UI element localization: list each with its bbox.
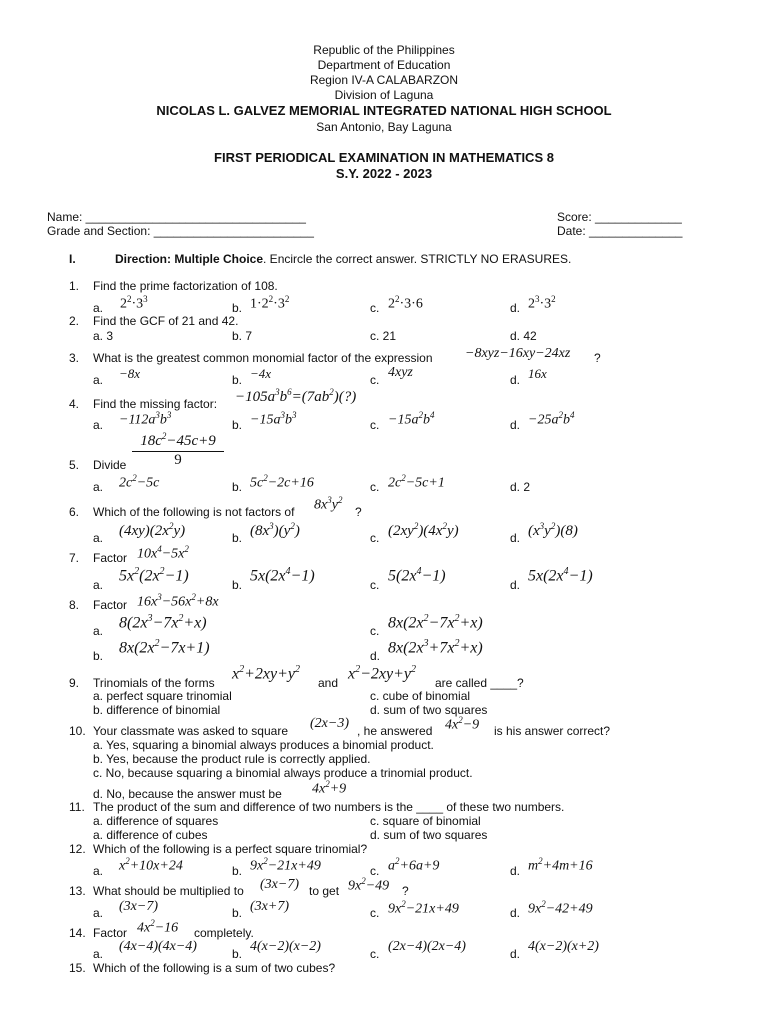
q11-a: a. difference of squares xyxy=(93,814,219,828)
q14-number: 14. xyxy=(69,926,86,940)
header-division: Division of Laguna xyxy=(334,88,434,102)
q14-b-expr: 4(x−2)(x−2) xyxy=(250,939,321,954)
q9-d: d. sum of two squares xyxy=(370,703,488,717)
q3-d-expr: 16x xyxy=(528,366,547,381)
q4-text: Find the missing factor: xyxy=(93,397,218,411)
q5-c-label: c. xyxy=(370,480,380,494)
q8-text: Factor xyxy=(93,598,128,612)
header-republic: Republic of the Philippines xyxy=(313,43,455,57)
q12-b-expr: $9x^2-21x+49$ xyxy=(250,856,321,874)
q14-d-expr: 4(x−2)(x+2) xyxy=(528,939,599,954)
q9-number: 9. xyxy=(69,676,80,690)
q2-number: 2. xyxy=(69,314,80,328)
q13-expr2: $9x^2-49$ xyxy=(348,876,390,894)
q11-c: c. square of binomial xyxy=(370,814,481,828)
q3-a-expr: −8x xyxy=(119,366,141,381)
q11-d: d. sum of two squares xyxy=(370,828,488,842)
q7-expr: $10x^4-5x^2$ xyxy=(137,544,189,562)
q7-a-expr: $5x^2(2x^2-1)$ xyxy=(119,566,189,585)
q8-c-label: c. xyxy=(370,624,380,638)
q5-d: d. 2 xyxy=(510,480,531,494)
q7-c-expr: $5(2x^4-1)$ xyxy=(388,566,446,585)
name-field: Name: _________________________________ xyxy=(47,210,306,224)
q13-text: What should be multiplied to xyxy=(93,884,244,898)
q12-d-expr: $m^2+4m+16$ xyxy=(528,856,593,874)
q4-c-expr: $-15a^2b^4$ xyxy=(388,410,435,428)
q6-b-label: b. xyxy=(232,531,243,545)
q2-d: d. 42 xyxy=(510,329,537,343)
q6-d-expr: $(x^3y^2)(8)$ xyxy=(528,521,578,539)
q13-b-expr: (3x+7) xyxy=(250,899,289,914)
q6-text: Which of the following is not factors of xyxy=(93,505,295,519)
q13-number: 13. xyxy=(69,884,86,898)
header-region: Region IV-A CALABARZON xyxy=(309,73,459,87)
q5-fraction xyxy=(132,431,224,469)
q12-c-expr: $a^2+6a+9$ xyxy=(388,856,440,874)
q3-text: What is the greatest common monomial factor of the expression xyxy=(93,351,433,365)
q7-d-expr: $5x(2x^4-1)$ xyxy=(528,566,593,585)
q6-number: 6. xyxy=(69,505,80,519)
direction xyxy=(115,252,571,266)
q13-b-label: b. xyxy=(232,906,243,920)
direction-text: . Encircle the correct answer. STRICTLY NO ERASURES. xyxy=(263,252,572,266)
q12-number: 12. xyxy=(69,842,86,856)
q14-a-label: a. xyxy=(93,947,104,961)
q13-c-expr: $9x^2-21x+49$ xyxy=(388,899,459,917)
q12-c-label: c. xyxy=(370,864,380,878)
q1-c-expr: $2^2\cdot 3\cdot 6$ xyxy=(388,294,423,312)
q4-number: 4. xyxy=(69,397,80,411)
q14-expr: $4x^2-16$ xyxy=(137,918,179,936)
q12-text: Which of the following is a perfect square trinomial? xyxy=(93,842,368,856)
q10-mid: , he answered xyxy=(357,724,433,738)
header-department: Department of Education xyxy=(317,58,451,72)
q11-text: The product of the sum and difference of two numbers is the ____ of these two numbers. xyxy=(93,800,565,814)
q7-b-expr: $5x(2x^4-1)$ xyxy=(250,566,315,585)
q7-c-label: c. xyxy=(370,578,380,592)
q10-text: Your classmate was asked to square xyxy=(93,724,288,738)
q8-c-expr: $8x(2x^2-7x^2+x)$ xyxy=(388,613,483,632)
q6-expr: $8x^3y^2$ xyxy=(314,495,343,513)
grade-section-field: Grade and Section: ________________________ xyxy=(47,224,314,238)
q4-d-label: d. xyxy=(510,418,521,432)
q1-a-label: a. xyxy=(93,301,104,315)
q13-a-expr: (3x−7) xyxy=(119,899,158,914)
q11-number: 11. xyxy=(69,800,85,814)
q13-expr1: (3x−7) xyxy=(260,877,299,892)
q15-number: 15. xyxy=(69,961,86,975)
q8-number: 8. xyxy=(69,598,80,612)
q13-a-label: a. xyxy=(93,906,104,920)
q1-b-expr: $1\cdot 2^2\cdot 3^2$ xyxy=(250,294,290,312)
date-field: Date: ______________ xyxy=(557,224,683,238)
exam-title: FIRST PERIODICAL EXAMINATION IN MATHEMATICS 8 xyxy=(214,150,554,165)
header-school: NICOLAS L. GALVEZ MEMORIAL INTEGRATED NATIONAL HIGH SCHOOL xyxy=(156,103,612,118)
q12-d-label: d. xyxy=(510,864,521,878)
q1-a-expr: $2^2\cdot 3^3$ xyxy=(120,294,148,312)
q10-end: is his answer correct? xyxy=(494,724,611,738)
q10-a: a. Yes, squaring a binomial always produces a binomial product. xyxy=(93,738,434,752)
direction-label: Direction: Multiple Choice xyxy=(115,252,264,266)
q8-d-label: d. xyxy=(370,649,381,663)
q3-expr: −8xyz−16xy−24xz xyxy=(465,346,571,361)
q8-expr: $16x^3-56x^2+8x$ xyxy=(137,592,219,610)
q7-b-label: b. xyxy=(232,578,243,592)
q3-b-label: b. xyxy=(232,373,243,387)
q15-text: Which of the following is a sum of two cubes? xyxy=(93,961,336,975)
q5-text: Divide xyxy=(93,458,127,472)
q9-end: are called ____? xyxy=(435,676,524,690)
q6-c-expr: $(2xy^2)(4x^2y)$ xyxy=(388,521,459,539)
q2-text: Find the GCF of 21 and 42. xyxy=(93,314,239,328)
q1-b-label: b. xyxy=(232,301,243,315)
q6-a-label: a. xyxy=(93,531,104,545)
q8-b-expr: $8x(2x^2-7x+1)$ xyxy=(119,638,210,657)
q4-a-expr: $-112a^3b^3$ xyxy=(119,410,172,428)
q5-b-label: b. xyxy=(232,480,243,494)
q9-text: Trinomials of the forms xyxy=(93,676,215,690)
q7-number: 7. xyxy=(69,551,80,565)
q5-b-expr: $5c^2-2c+16$ xyxy=(250,473,314,491)
q3-number: 3. xyxy=(69,351,80,365)
q5-denominator: 9 xyxy=(174,452,182,468)
q6-b-expr: $(8x^3)(y^2)$ xyxy=(250,521,300,539)
q12-b-label: b. xyxy=(232,864,243,878)
q6-end: ? xyxy=(355,505,362,519)
q5-number: 5. xyxy=(69,458,80,472)
q14-c-label: c. xyxy=(370,947,380,961)
q10-c: c. No, because squaring a binomial always produce a trinomial product. xyxy=(93,766,473,780)
q1-c-label: c. xyxy=(370,301,380,315)
q3-d-label: d. xyxy=(510,373,521,387)
q12-a-expr: $x^2+10x+24$ xyxy=(119,856,183,874)
q2-c: c. 21 xyxy=(370,329,397,343)
q1-number: 1. xyxy=(69,279,80,293)
q9-expr1: $x^2+2xy+y^2$ xyxy=(232,664,301,683)
q3-b-expr: −4x xyxy=(250,366,272,381)
q7-text: Factor xyxy=(93,551,128,565)
q9-a: a. perfect square trinomial xyxy=(93,689,232,703)
school-year: S.Y. 2022 - 2023 xyxy=(335,166,433,181)
q10-expr2: $4x^2-9$ xyxy=(445,715,480,733)
q4-c-label: c. xyxy=(370,418,380,432)
q13-d-expr: $9x^2-42+49$ xyxy=(528,899,593,917)
header-address: San Antonio, Bay Laguna xyxy=(316,120,452,134)
q10-b: b. Yes, because the product rule is correctly applied. xyxy=(93,752,371,766)
q4-b-label: b. xyxy=(232,418,243,432)
q4-d-expr: $-25a^2b^4$ xyxy=(528,410,575,428)
q14-b-label: b. xyxy=(232,947,243,961)
q3-c-expr: 4xyz xyxy=(388,365,413,380)
q5-a-label: a. xyxy=(93,480,104,494)
q10-number: 10. xyxy=(69,724,86,738)
q14-c-expr: (2x−4)(2x−4) xyxy=(388,939,466,954)
q6-d-label: d. xyxy=(510,531,521,545)
q9-and: and xyxy=(318,676,339,690)
q13-end: ? xyxy=(402,884,409,898)
q13-mid: to get xyxy=(309,884,340,898)
q13-d-label: d. xyxy=(510,906,521,920)
q7-d-label: d. xyxy=(510,578,521,592)
q5-numerator: $18c^2-45c+9$ xyxy=(132,431,224,452)
q14-d-label: d. xyxy=(510,947,521,961)
q9-c: c. cube of binomial xyxy=(370,689,471,703)
q9-expr2: $x^2-2xy+y^2$ xyxy=(348,664,417,683)
q4-expr: $-105a^3b^6=(7ab^2)(?)$ xyxy=(235,387,357,405)
q1-text: Find the prime factorization of 108. xyxy=(93,279,278,293)
q3-c-label: c. xyxy=(370,373,380,387)
q14-text: Factor xyxy=(93,926,128,940)
q10-d-expr: $4x^2+9$ xyxy=(312,779,347,797)
q2-a: a. 3 xyxy=(93,329,114,343)
q9-b: b. difference of binomial xyxy=(93,703,221,717)
q8-b-label: b. xyxy=(93,649,104,663)
q4-b-expr: $-15a^3b^3$ xyxy=(250,410,297,428)
q2-b: b. 7 xyxy=(232,329,253,343)
q5-c-expr: $2c^2-5c+1$ xyxy=(388,473,445,491)
q4-a-label: a. xyxy=(93,418,104,432)
q13-c-label: c. xyxy=(370,906,380,920)
q8-a-label: a. xyxy=(93,624,104,638)
q10-expr1: (2x−3) xyxy=(310,716,349,731)
q3-a-label: a. xyxy=(93,373,104,387)
q10-d: d. No, because the answer must be xyxy=(93,787,282,801)
q3-end: ? xyxy=(594,351,601,365)
q5-a-expr: $2c^2-5c$ xyxy=(119,473,160,491)
direction-numeral: I. xyxy=(69,252,76,266)
q14-a-expr: (4x−4)(4x−4) xyxy=(119,939,197,954)
q14-end: completely. xyxy=(194,926,254,940)
q6-a-expr: $(4xy)(2x^2y)$ xyxy=(119,521,186,539)
q6-c-label: c. xyxy=(370,531,380,545)
q11-b: a. difference of cubes xyxy=(93,828,208,842)
q12-a-label: a. xyxy=(93,864,104,878)
q1-d-expr: $2^3\cdot 3^2$ xyxy=(528,294,556,312)
q8-d-expr: $8x(2x^3+7x^2+x)$ xyxy=(388,638,483,657)
score-field: Score: _____________ xyxy=(557,210,682,224)
q7-a-label: a. xyxy=(93,578,104,592)
q8-a-expr: $8(2x^3-7x^2+x)$ xyxy=(119,613,207,632)
q1-d-label: d. xyxy=(510,301,521,315)
